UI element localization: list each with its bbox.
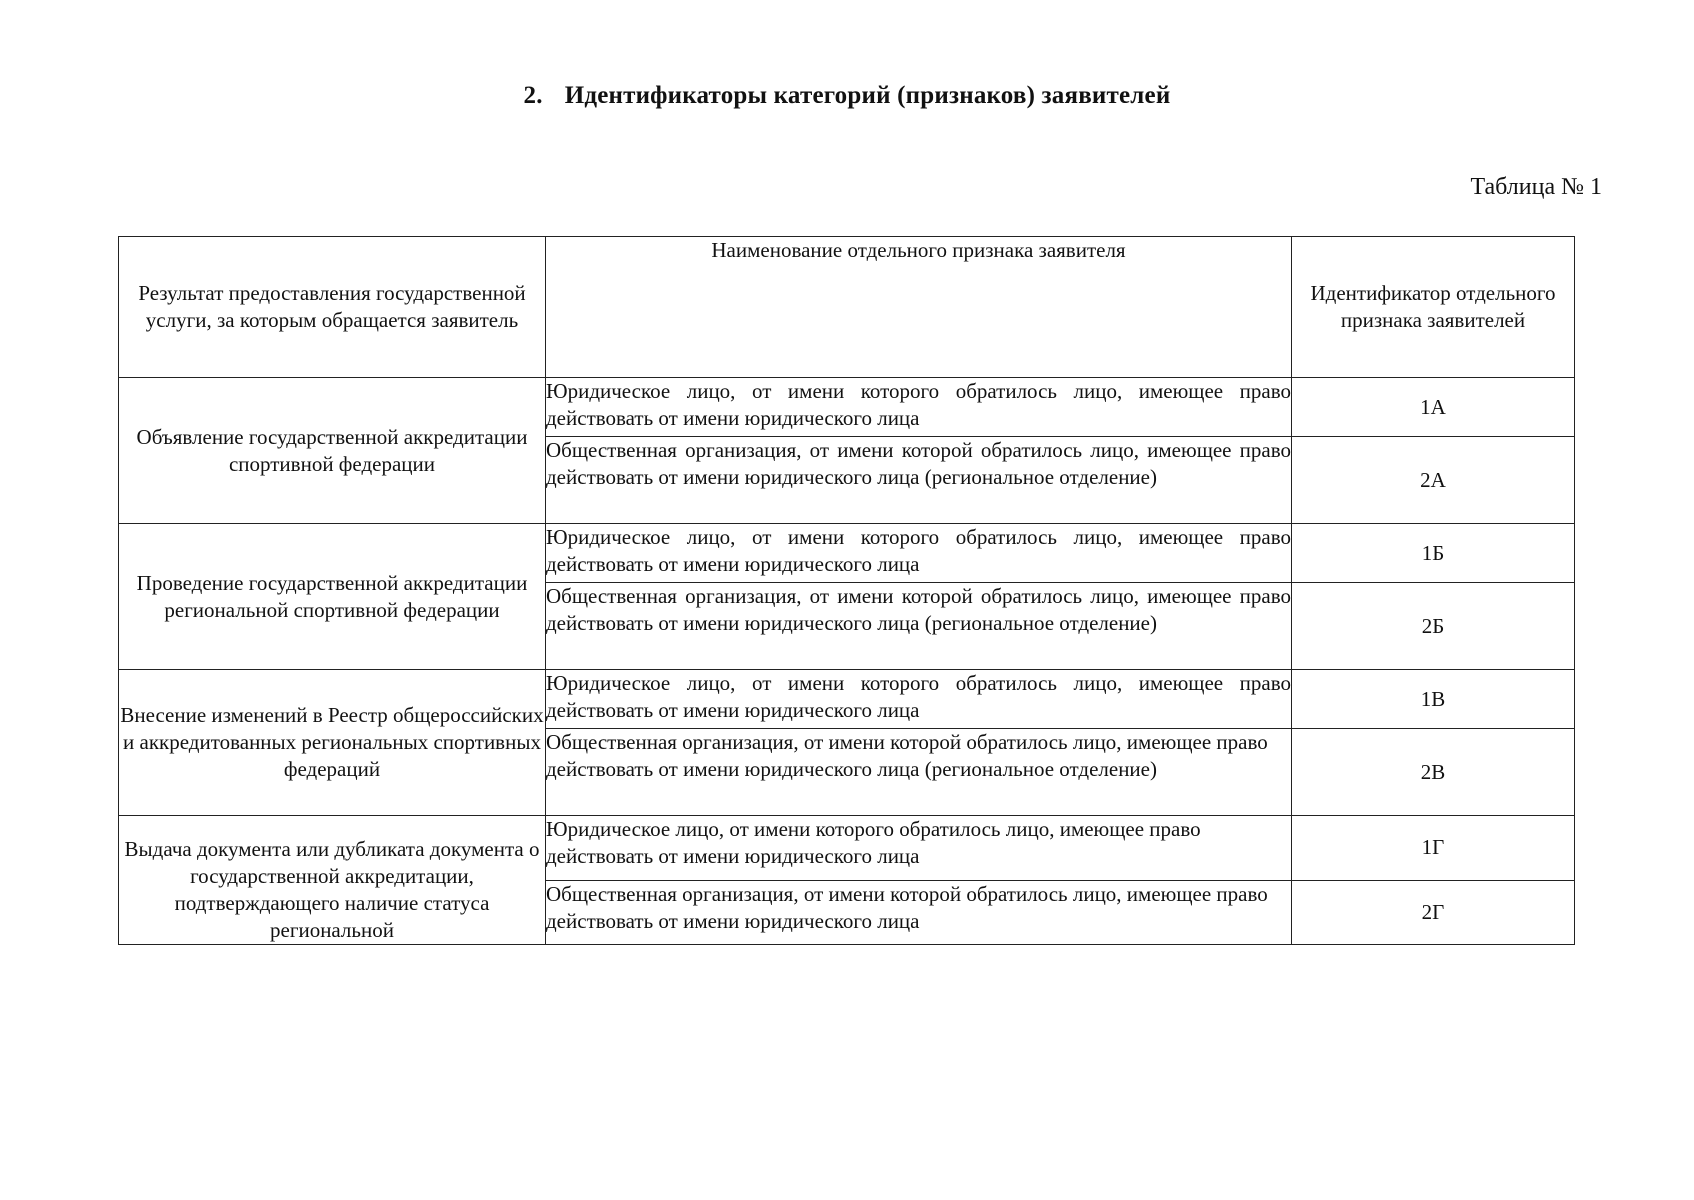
identifier-cell: 1А: [1292, 378, 1575, 437]
sign-cell: Юридическое лицо, от имени которого обратилось лицо, имеющее право действовать от имени юридического лица: [546, 670, 1292, 729]
identifier-cell: 2А: [1292, 437, 1575, 524]
result-cell: Объявление государственной аккредитации спортивной федерации: [119, 378, 546, 524]
sign-cell: Юридическое лицо, от имени которого обратилось лицо, имеющее право действовать от имени юридического лица: [546, 378, 1292, 437]
applicant-identifiers-table: [118, 236, 1575, 945]
sign-cell: Общественная организация, от имени которой обратилось лицо, имеющее право действовать от имени юридического лица: [546, 880, 1292, 945]
sign-cell: Общественная организация, от имени которой обратилось лицо, имеющее право действовать от имени юридического лица (региональное отделение): [546, 437, 1292, 524]
identifier-cell: 1Г: [1292, 816, 1575, 881]
section-heading: [0, 82, 1694, 110]
sign-cell: Юридическое лицо, от имени которого обратилось лицо, имеющее право действовать от имени юридического лица: [546, 524, 1292, 583]
section-title: Идентификаторы категорий (признаков) заявителей: [564, 82, 1171, 109]
table-row: [119, 524, 1575, 583]
section-number: 2.: [523, 82, 543, 109]
table-row: [119, 670, 1575, 729]
table-row: [119, 816, 1575, 881]
header-identifier: Идентификатор отдельного признака заявителей: [1292, 237, 1575, 378]
result-cell: Выдача документа или дубликата документа о государственной аккредитации, подтверждающего наличие статуса региональной: [119, 816, 546, 945]
identifier-cell: 1В: [1292, 670, 1575, 729]
sign-cell: Общественная организация, от имени которой обратилось лицо, имеющее право действовать от имени юридического лица (региональное отделение): [546, 729, 1292, 816]
table-label: Таблица № 1: [1470, 174, 1602, 200]
identifier-cell: 2В: [1292, 729, 1575, 816]
identifier-cell: 2Б: [1292, 583, 1575, 670]
sign-cell: Общественная организация, от имени которой обратилось лицо, имеющее право действовать от имени юридического лица (региональное отделение): [546, 583, 1292, 670]
identifier-cell: 2Г: [1292, 880, 1575, 945]
sign-cell: Юридическое лицо, от имени которого обратилось лицо, имеющее право действовать от имени юридического лица: [546, 816, 1292, 881]
header-sign-name: Наименование отдельного признака заявителя: [546, 237, 1292, 378]
identifier-cell: 1Б: [1292, 524, 1575, 583]
result-cell: Проведение государственной аккредитации региональной спортивной федерации: [119, 524, 546, 670]
result-cell: Внесение изменений в Реестр общероссийских и аккредитованных региональных спортивных федераций: [119, 670, 546, 816]
table-header-row: [119, 237, 1575, 378]
table-row: [119, 378, 1575, 437]
header-result: Результат предоставления государственной услуги, за которым обращается заявитель: [119, 237, 546, 378]
